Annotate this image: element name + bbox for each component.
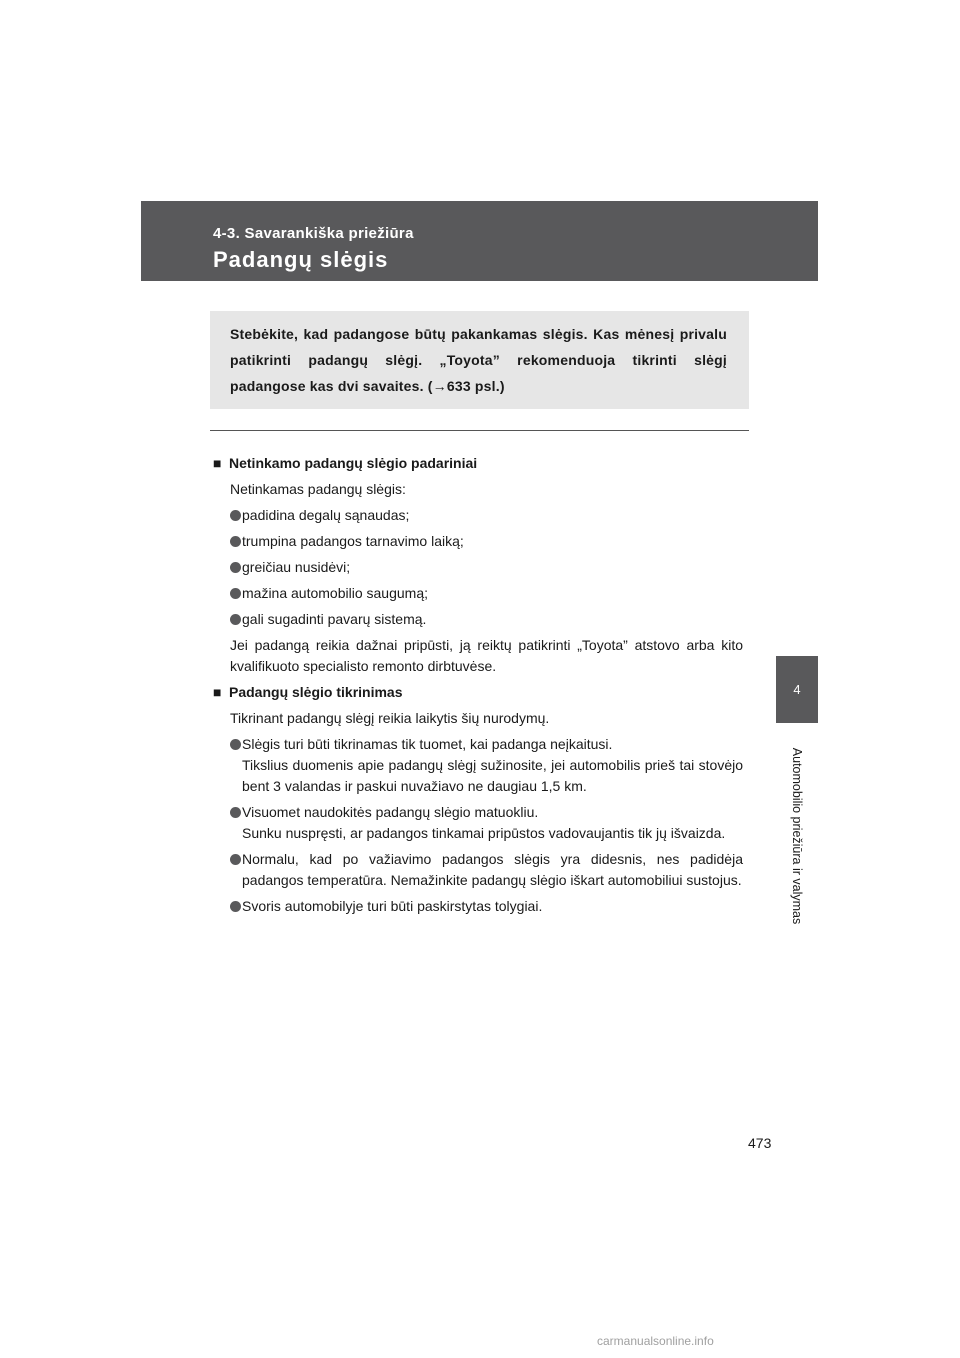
list-item: Normalu, kad po važiavimo padangos slėgis yra didesnis, nes padidėja padangos temperatūra. Nemažinkite padangų slėgio iškart automobiliui sustojus. — [230, 849, 743, 891]
section-heading — [213, 453, 743, 474]
chapter-side-label-text: Automobilio priežiūra ir valymas — [790, 747, 804, 924]
page-number: 473 — [748, 1135, 772, 1151]
bullet-icon — [230, 510, 241, 521]
footer-watermark: carmanualsonline.info — [597, 1334, 714, 1348]
chapter-header — [141, 201, 818, 281]
section-label: 4-3. Savarankiška priežiūra — [213, 225, 414, 242]
square-bullet-icon: ■ — [213, 684, 222, 700]
list-item: padidina degalų sąnaudas; — [230, 505, 743, 526]
bullet-icon — [230, 807, 241, 818]
chapter-side-label — [776, 723, 818, 948]
page-title: Padangų slėgis — [213, 247, 389, 272]
section-lead: Netinkamas padangų slėgis: — [230, 481, 406, 497]
list-item: Svoris automobilyje turi būti paskirstytas tolygiai. — [230, 896, 743, 917]
list-item: greičiau nusidėvi; — [230, 557, 743, 578]
bullet-icon — [230, 536, 241, 547]
intro-text: Stebėkite, kad padangose būtų pakankamas slėgis. Kas mėnesį privalu patikrinti padangų slėgį. „Toyota” rekomenduoja tikrinti slėgį padangose kas dvi savaites. (→633 psl.) — [230, 326, 727, 394]
list-item: Visuomet naudokitės padangų slėgio matuokliu. Sunku nuspręsti, ar padangos tinkamai pripūstos vadovaujantis tik jų išvaizda. — [230, 802, 743, 844]
intro-box — [210, 311, 749, 409]
bullet-icon — [230, 562, 241, 573]
divider — [210, 430, 749, 431]
bullet-icon — [230, 588, 241, 599]
bullet-icon — [230, 901, 241, 912]
list-item: mažina automobilio saugumą; — [230, 583, 743, 604]
list-item: gali sugadinti pavarų sistemą. — [230, 609, 743, 630]
list-item: trumpina padangos tarnavimo laiką; — [230, 531, 743, 552]
section-heading-text: Netinkamo padangų slėgio padariniai — [229, 455, 478, 471]
chapter-tab-number: 4 — [776, 656, 818, 723]
section-lead: Tikrinant padangų slėgį reikia laikytis šių nurodymų. — [230, 710, 550, 726]
list-item: Slėgis turi būti tikrinamas tik tuomet, kai padanga neįkaitusi. Tikslius duomenis apie padangų slėgį sužinosite, jei automobilis prieš tai stovėjo bent 3 valandas ir paskui nuvažiavo ne daugiau 1,5 km. — [230, 734, 743, 797]
bullet-icon — [230, 854, 241, 865]
bullet-icon — [230, 739, 241, 750]
section-heading — [213, 682, 743, 703]
bullet-icon — [230, 614, 241, 625]
square-bullet-icon: ■ — [213, 455, 222, 471]
section-heading-text: Padangų slėgio tikrinimas — [229, 684, 403, 700]
section-note: Jei padangą reikia dažnai pripūsti, ją reiktų patikrinti „Toyota” atstovo arba kito kvalifikuoto specialisto remonto dirbtuvėse. — [230, 637, 743, 674]
main-content — [213, 449, 743, 922]
